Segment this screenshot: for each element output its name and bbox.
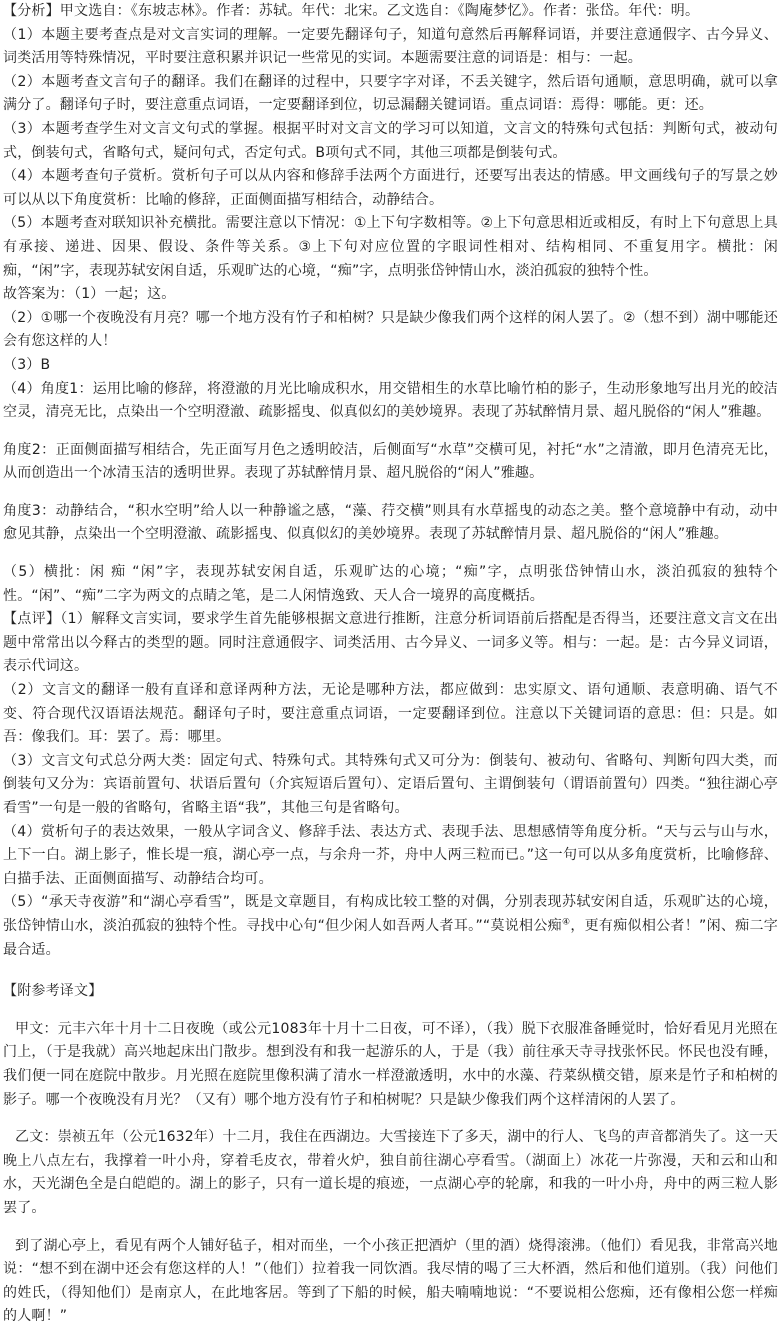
translation-jia: 甲文：元丰六年十月十二日夜晚（或公元1083年十月十二日夜，可不译），（我）脱下衣服准备睡觉时，恰好看见月光照在门上，（于是我就）高兴地起床出门散步。想到没有和我一起游乐的人，于是（我）前往承天寺寻找张怀民。怀民也没有睡，我们便一同在庭院中散步。月光照在庭院里像积满了清水一样澄澈透明，水中的水藻、荇菜纵横交错，原来是竹子和柏树的影子。哪一个夜晚没有月光？（又有）哪个地方没有竹子和柏树呢？只是缺少像我们两个这样清闲的人罢了。 (3, 1020, 778, 1108)
answer-q2: （2）①哪一个夜晚没有月亮？哪一个地方没有竹子和柏树？只是缺少像我们两个这样的闲人罢了。②（想不到）湖中哪能还会有您这样的人！ (3, 309, 778, 350)
spacer (0, 1112, 780, 1126)
spacer (0, 1004, 780, 1018)
answer-q5: （5）横批：闲 痴 “闲”字，表现苏轼安闲自适，乐观旷达的心境；“痴”字，点明张岱钟情山水，淡泊孤寂的独特个性。“闲”、“痴”二字为两文的点睛之笔，是二人闲情逸致、天人合一境界的高度概括。 (3, 564, 778, 604)
answer-q4-angle1: （4）角度1：运用比喻的修辞，将澄澈的月光比喻成积水，用交错相生的水草比喻竹柏的影子，生动形象地写出月光的皎洁空灵，清亮无比，点染出一个空明澄澈、疏影摇曳、似真似幻的美妙境界。表现了苏轼醉情月景、超凡脱俗的“闲人”雅趣。 (3, 380, 778, 421)
translation-yi-2: 到了湖心亭上，看见有两个人铺好毡子，相对而坐，一个小孩正把酒炉（里的酒）烧得滚沸。（他们）看见我，非常高兴地说：“想不到在湖中还会有您这样的人！”（他们）拉着我一同饮酒。我尽情的喝了三大杯酒，然后和他们道别。（我）问他们的姓氏，（得知他们）是南京人，在此地客居。等到了下船的时候，船夫喃喃地说：“不要说相公您痴，还有像相公您一样痴的人啊！” (3, 1237, 778, 1325)
answer-q1: 故答案为：（1）一起；这。 (3, 286, 176, 303)
spacer (0, 486, 780, 500)
translation-yi-1: 乙文：崇祯五年（公元1632年）十二月，我住在西湖边。大雪接连下了多天，湖中的行人、飞鸟的声音都消失了。这一天晚上八点左右，我撑着一叶小舟，穿着毛皮衣，带着火炉，独自前往湖心亭看雪。（湖面上）冰花一片弥漫，天和云和山和水，天光湖色全是白皑皑的。湖上的影子，只有一道长堤的痕迹，一点湖心亭的轮廓，和我的一叶小舟，舟中的两三粒人影罢了。 (3, 1129, 778, 1216)
comment-q5-text-a: （5）“承天寺夜游”和“湖心亭看雪”，既是文章题目，有构成比较工整的对偶，分别表现苏轼安闲自适，乐观旷达的心境，张岱钟情山水，淡泊孤寂的独特个性。寻找中心句“但少闲人如吾两人者耳。”“莫说相公痴 (3, 894, 778, 934)
analysis-q1: （1）本题主要考查点是对文言实词的理解。一定要先翻译句子，知道句意然后再解释词语，并要注意通假字、古今异义、词类活用等特殊情况，平时要注意积累并识记一些常见的实词。本题需要注意的词语是：相与：一起。 (3, 26, 778, 67)
spacer (0, 962, 780, 980)
spacer (0, 1221, 780, 1235)
answer-q4-angle2: 角度2：正面侧面描写相结合，先正面写月色之透明皎洁，后侧面写“水草”交横可见，衬托“水”之清澈，即月色清亮无比，从而创造出一个冰清玉洁的透明世界。表现了苏轼醉情月景、超凡脱俗的“闲人”雅趣。 (3, 441, 778, 482)
spacer (0, 547, 780, 561)
analysis-q5: （5）本题考查对联知识补充横批。需要注意以下情况：①上下句字数相等。②上下句意思相近或相反，有时上下句意思上具有承接、递进、因果、假设、条件等关系。③上下句对应位置的字眼词性相对、结构相同、不重复用字。横批：闲痴，“闲”字，表现苏轼安闲自适，乐观旷达的心境，“痴”字，点明张岱钟情山水，淡泊孤寂的独特个性。 (3, 215, 778, 279)
analysis-q3: （3）本题考查学生对文言文句式的掌握。根据平时对文言文的学习可以知道，文言文的特殊句式包括：判断句式，被动句式，倒装句式，省略句式，疑问句式，否定句式。B项句式不同，其他三项都是倒装句式。 (3, 120, 778, 161)
comment-q2: （2）文言文的翻译一般有直译和意译两种方法，无论是哪种方法，都应做到：忠实原文、语句通顺、表意明确、语气不变、符合现代汉语语法规范。翻译句子时，要注意重点词语，一定要翻译到位。注意以下关键词语的意思：但：只是。如吾：像我们。耳：罢了。焉：哪里。 (3, 682, 778, 746)
translation-heading: 【附参考译文】 (3, 983, 103, 1000)
footnote-marker: ④ (561, 917, 571, 928)
comment-q4: （4）赏析句子的表达效果，一般从字词含义、修辞手法、表达方式、表现手法、思想感情等角度分析。“天与云与山与水，上下一白。湖上影子，惟长堤一痕，湖心亭一点，与余舟一芥，舟中人两三粒而已。”这一句可以从多角度赏析，比喻修辞、白描手法、正面侧面描写、动静结合均可。 (3, 823, 778, 887)
analysis-q2: （2）本题考查文言句子的翻译。我们在翻译的过程中，只要字字对译，不丢关键字，然后语句通顺，意思明确，就可以拿满分了。翻译句子时，要注意重点词语，一定要翻译到位，切忌漏翻关键词语。重点词语：焉得：哪能。更：还。 (3, 73, 778, 114)
comment-q1: 【点评】（1）解释文言实词，要求学生首先能够根据文意进行推断，注意分析词语前后搭配是否得当，还要注意文言文在出题中常常出以今释古的类型的题。同时注意通假字、词类活用、古今异义、一词多义等。相与：一起。是：古今异义词语，表示代词这。 (3, 611, 778, 675)
answer-q3: （3）B (3, 356, 51, 373)
comment-q3: （3）文言文句式总分两大类：固定句式、特殊句式。其特殊句式又可分为：倒装句、被动句、省略句、判断句四大类，而倒装句又分为：宾语前置句、状语后置句（介宾短语后置句）、定语后置句、主谓倒装句（谓语前置句）四类。“独往湖心亭看雪”一句是一般的省略句，省略主语“我”，其他三句是省略句。 (3, 752, 778, 816)
analysis-q4: （4）本题考查句子赏析。赏析句子可以从内容和修辞手法两个方面进行，还要写出表达的情感。甲文画线句子的写景之妙可以从以下角度赏析：比喻的修辞，正面侧面描写相结合，动静结合。 (3, 168, 778, 208)
analysis-intro: 【分析】甲文选自：《东坡志林》。作者：苏轼。年代：北宋。乙文选自：《陶庵梦忆》。作者：张岱。年代：明。 (3, 3, 700, 19)
comment-q5 (0, 891, 780, 962)
spacer (0, 425, 780, 439)
answer-q4-angle3: 角度3：动静结合，“积水空明”给人以一种静谧之感，“藻、荇交横”则具有水草摇曳的动态之美。整个意境静中有动，动中愈见其静，点染出一个空明澄澈、疏影摇曳、似真似幻的美妙境界。表现了苏轼醉情月景、超凡脱俗的“闲人”雅趣。 (3, 502, 778, 543)
comment-q5-text-b: ，更有痴似相公者！”闲、痴二字最合适。 (3, 917, 778, 958)
